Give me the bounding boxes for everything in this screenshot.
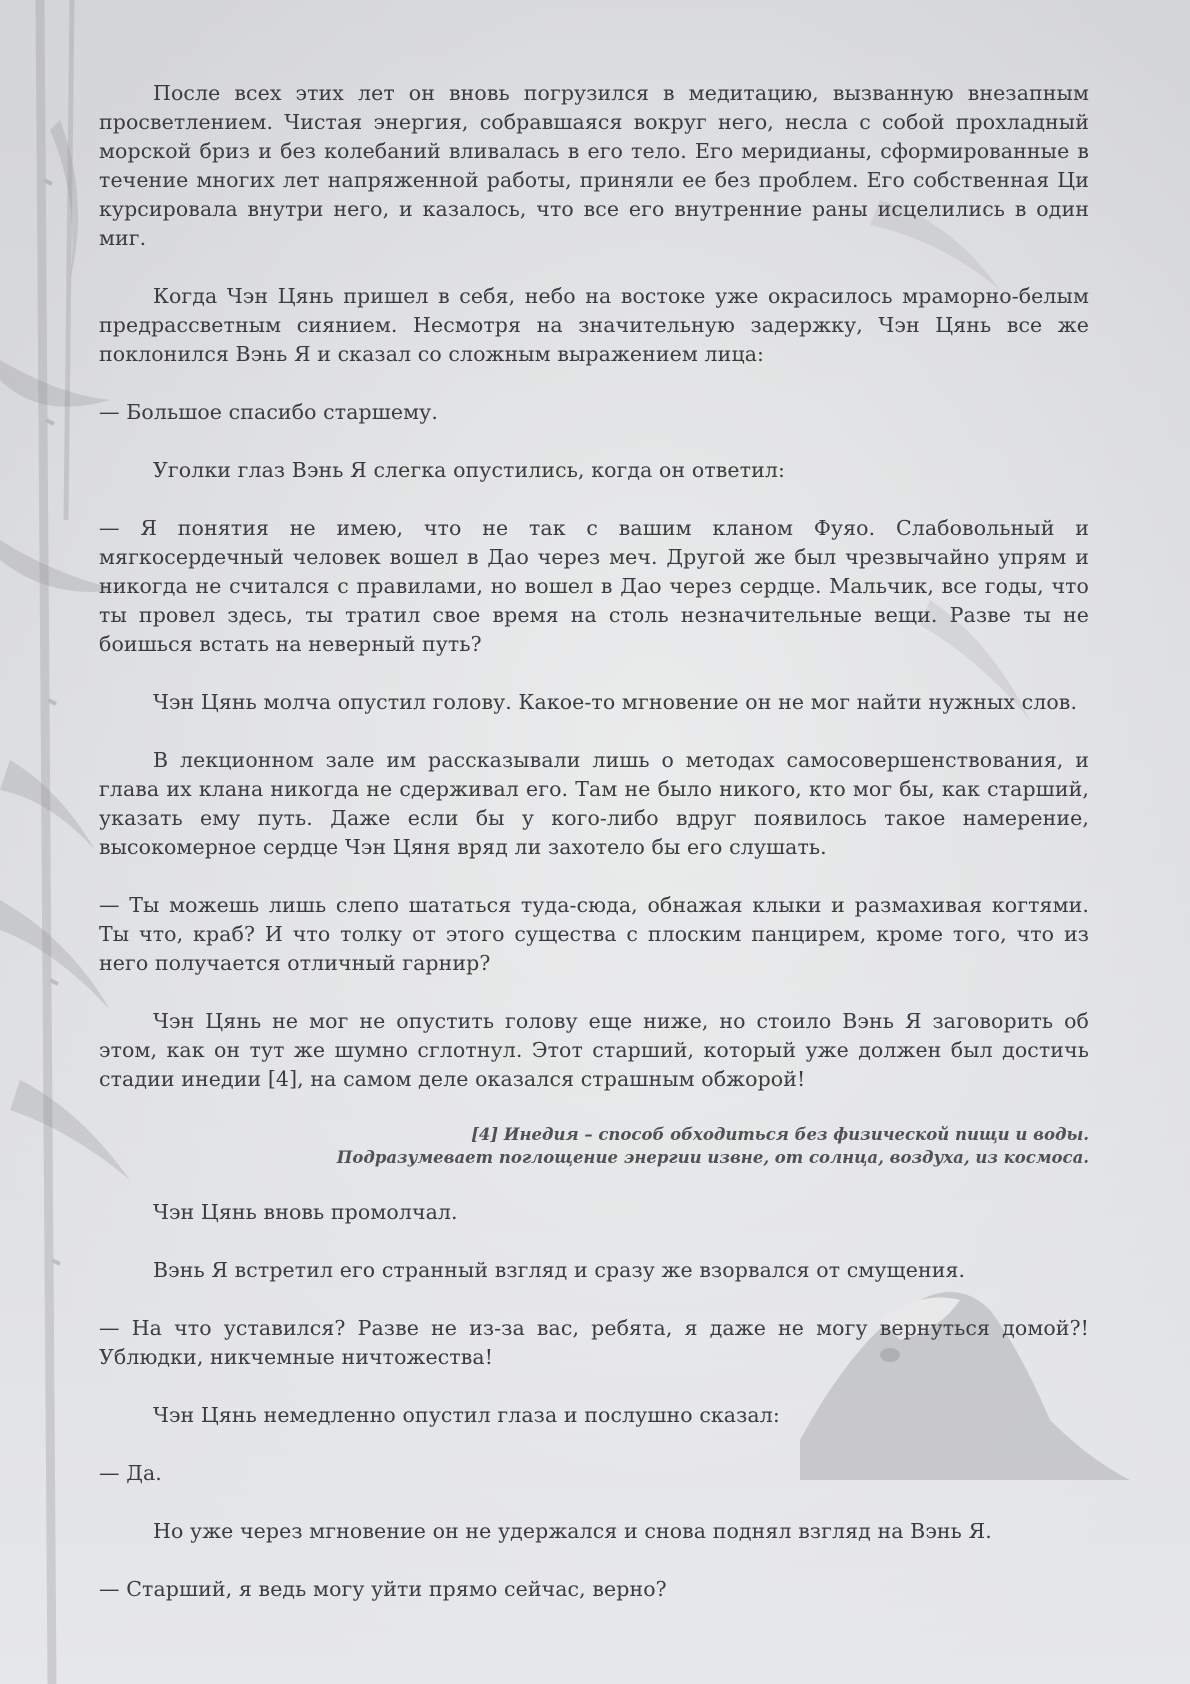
paragraph-narration: Чэн Цянь вновь промолчал. [153, 1200, 458, 1224]
paragraph-narration: Вэнь Я встретил его странный взгляд и сразу же взорвался от смущения. [153, 1258, 966, 1282]
footnote-line-2: Подразумевает поглощение энергии извне, от солнца, воздуха, из космоса. [336, 1148, 1089, 1167]
footnote-line-1: [4] Инедия – способ обходиться без физической пищи и воды. [471, 1125, 1089, 1144]
paragraph-narration: Чэн Цянь не мог не опустить голову еще ниже, но стоило Вэнь Я заговорить об этом, как он тут же шумно сглотнул. Этот старший, который уже должен был достичь стадии инедии [4], на самом деле оказался страшным обжорой! [99, 1009, 1089, 1091]
paragraph-narration: Чэн Цянь молча опустил голову. Какое-то мгновение он не мог найти нужных слов. [153, 690, 1078, 714]
paragraph-dialog: — Старший, я ведь могу уйти прямо сейчас, верно? [99, 1577, 667, 1601]
paragraph-narration: В лекционном зале им рассказывали лишь о методах самосовершенствования, и глава их клана никогда не сдерживал его. Там не было никого, кто мог бы, как старший, указать ему путь. Даже если бы у кого-либо вдруг появилось такое намерение, высокомерное сердце Чэн Цяня вряд ли захотело бы его слушать. [99, 748, 1089, 859]
paragraph-narration: Уголки глаз Вэнь Я слегка опустились, когда он ответил: [153, 458, 785, 482]
document-page [99, 79, 1089, 1633]
paragraph-dialog: — Да. [99, 1461, 162, 1485]
paragraph-narration: После всех этих лет он вновь погрузился в медитацию, вызванную внезапным просветлением. Чистая энергия, собравшаяся вокруг него, несла с собой прохладный морской бриз и без колебаний вливалась в его тело. Его меридианы, сформированные в течение многих лет напряженной работы, приняли ее без проблем. Его собственная Ци курсировала внутри него, и казалось, что все его внутренние раны исцелились в один миг. [99, 81, 1089, 250]
paragraph-dialog: — Я понятия не имею, что не так с вашим кланом Фуяо. Слабовольный и мягкосердечный человек вошел в Дао через меч. Другой же был чрезвычайно упрям и никогда не считался с правилами, но вошел в Дао через сердце. Мальчик, все годы, что ты провел здесь, ты тратил свое время на столь незначительные вещи. Разве ты не боишься встать на неверный путь? [99, 516, 1089, 656]
paragraph-dialog: — На что уставился? Разве не из-за вас, ребята, я даже не могу вернуться домой?! Ублюдки, никчемные ничтожества! [99, 1316, 1089, 1369]
paragraph-dialog: — Ты можешь лишь слепо шататься туда-сюда, обнажая клыки и размахивая когтями. Ты что, краб? И что толку от этого существа с плоским панцирем, кроме того, что из него получается отличный гарнир? [99, 893, 1089, 975]
paragraph-narration: Чэн Цянь немедленно опустил глаза и послушно сказал: [153, 1403, 780, 1427]
paragraph-narration: Когда Чэн Цянь пришел в себя, небо на востоке уже окрасилось мраморно-белым предрассветным сиянием. Несмотря на значительную задержку, Чэн Цянь все же поклонился Вэнь Я и сказал со сложным выражением лица: [99, 284, 1089, 366]
paragraph-dialog: — Большое спасибо старшему. [99, 400, 438, 424]
footnote [99, 1123, 1089, 1169]
paragraph-narration: Но уже через мгновение он не удержался и снова поднял взгляд на Вэнь Я. [153, 1519, 992, 1543]
